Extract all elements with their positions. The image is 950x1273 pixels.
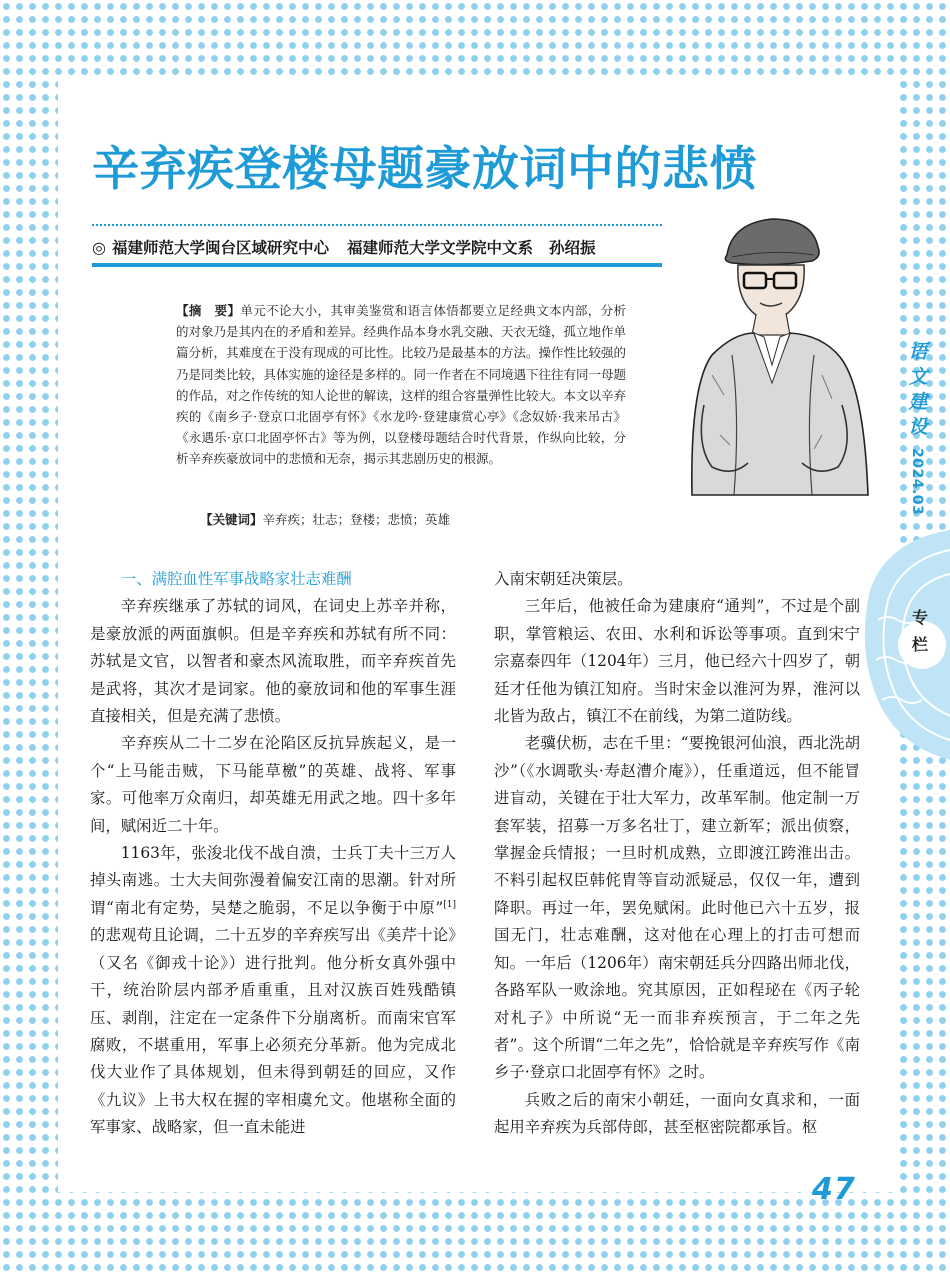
body-paragraph: 辛弃疾继承了苏轼的词风，在词史上苏辛并称，是豪放派的两面旗帜。但是辛弃疾和苏轼有所不同：苏轼是文官，以智者和豪杰风流取胜，而辛弃疾首先是武将，其次才是词家。他的豪放词和他的军事生涯直接相关，但是充满了悲愤。 — [90, 597, 456, 726]
section-heading: 一、满腔血性军事战略家壮志难酬 — [120, 570, 352, 588]
column-tab-char-2: 栏 — [911, 635, 928, 654]
footnote-ref[interactable]: [1] — [443, 899, 456, 910]
page-number: 47 — [812, 1172, 856, 1207]
abstract — [176, 300, 626, 470]
author-name: 孙绍振 — [549, 239, 596, 257]
body-column-left — [90, 566, 456, 1142]
bullseye-icon: ◎ — [92, 238, 106, 257]
abstract-label: 【摘 要】 — [176, 303, 241, 318]
issue-number: 2024.03 — [909, 448, 925, 516]
keywords-text: 辛弃疾；壮志；登楼；悲愤；英雄 — [262, 512, 451, 527]
body-paragraph — [90, 840, 456, 1141]
body-text: 的悲观苟且论调，二十五岁的辛弃疾写出《美芹十论》（又名《御戎十论》）进行批判。他分析女真外强中干，统治阶层内部矛盾重重，且对汉族百姓残酷镇压、剥削，注定在一定条件下分崩离析。而南宋官军腐败，不堪重用，军事上必须充分革新。他为完成北伐大业作了具体规划，但未得到朝廷的回应，又作《九议》上书大权在握的宰相虞允文。他堪称全面的军事家、战略家，但一直未能进 — [90, 926, 456, 1137]
body-paragraph: 三年后，他被任命为建康府“通判”，不过是个副职，掌管粮运、农田、水利和诉讼等事项。直到宋宁宗嘉泰四年（1204年）三月，他已经六十四岁了，朝廷才任他为镇江知府。当时宋金以淮河为界，淮河以北皆为敌占，镇江不在前线，为第二道防线。 — [494, 597, 860, 726]
column-tab-pattern — [858, 530, 950, 760]
body-paragraph: 兵败之后的南宋小朝廷，一面向女真求和，一面起用辛弃疾为兵部侍郎，甚至枢密院都承旨。枢 — [494, 1090, 860, 1137]
body-text: 1163年，张浚北伐不战自溃，士兵丁夫十三万人掉头南逃。士大夫间弥漫着偏安江南的思潮。针对所谓“南北有定势，吴楚之脆弱，不足以争衡于中原” — [90, 844, 456, 917]
keywords-label: 【关键词】 — [200, 512, 263, 527]
abstract-text: 单元不论大小，其审美鉴赏和语言体悟都要立足经典文本内部，分析的对象乃是其内在的矛盾和差异。经典作品本身水乳交融、天衣无缝，孤立地作单篇分析，其难度在于没有现成的可比性。比较乃是最基本的方法。操作性比较强的乃是同类比较，具体实施的途径是多样的。同一作者在不同境遇下往往有同一母题的作品，对之作传统的知人论世的解读，这样的组合容量弹性比较大。本文以辛弃疾的《南乡子·登京口北固亭有怀》《水龙吟·登建康赏心亭》《念奴娇·我来吊古》《永遇乐·京口北固亭怀古》等为例，以登楼母题结合时代背景，作纵向比较，分析辛弃疾豪放词中的悲愤和无奈，揭示其悲剧历史的根源。 — [176, 303, 627, 467]
solid-divider — [92, 263, 662, 267]
body-column-right — [494, 566, 860, 1142]
column-tab-char-1: 专 — [911, 608, 928, 627]
column-tab-label — [908, 604, 932, 658]
affiliation-org2: 福建师范大学文学院中文系 — [346, 239, 533, 257]
body-paragraph: 入南宋朝廷决策层。 — [494, 570, 633, 588]
article-title: 辛弃疾登楼母题豪放词中的悲愤 — [92, 142, 757, 197]
journal-name-char-4: 设 — [908, 416, 928, 438]
dotted-divider — [92, 224, 662, 226]
journal-name-char-1: 语 — [908, 341, 928, 363]
journal-sidebar — [903, 340, 933, 515]
keywords — [200, 510, 630, 528]
body-paragraph: 老骥伏枥，志在千里：“要挽银河仙浪，西北洗胡沙”（《水调歌头·寿赵漕介庵》），任重道远，但不能冒进盲动，关键在于壮大军力，改革军制。他定制一万套军装，招募一万多名壮丁，建立新军；派出侦察，掌握金兵情报；一旦时机成熟，立即渡江跨淮出击。不料引起权臣韩侂胄等盲动派疑忌，仅仅一年，遭到降职。再过一年，罢免赋闲。此时他已六十五岁，报国无门，壮志难酬，这对他在心理上的打击可想而知。一年后（1206年）南宋朝廷兵分四路出师北伐，各路军队一败涂地。究其原因，正如程珌在《丙子轮对札子》中所说“无一而非弃疾预言，于二年之先者”。这个所谓“二年之先”，恰恰就是辛弃疾写作《南乡子·登京口北固亭有怀》之时。 — [494, 734, 860, 1082]
affiliation-line — [92, 236, 662, 258]
journal-name-char-3: 建 — [908, 391, 928, 413]
journal-name-char-2: 文 — [908, 366, 928, 388]
author-portrait — [672, 205, 877, 500]
affiliation-org1: 福建师范大学闽台区域研究中心 — [111, 239, 329, 257]
body-paragraph: 辛弃疾从二十二岁在沦陷区反抗异族起义，是一个“上马能击贼，下马能草檄”的英雄、战将、军事家。可他率万众南归，却英雄无用武之地。四十多年间，赋闲近二十年。 — [90, 734, 456, 835]
